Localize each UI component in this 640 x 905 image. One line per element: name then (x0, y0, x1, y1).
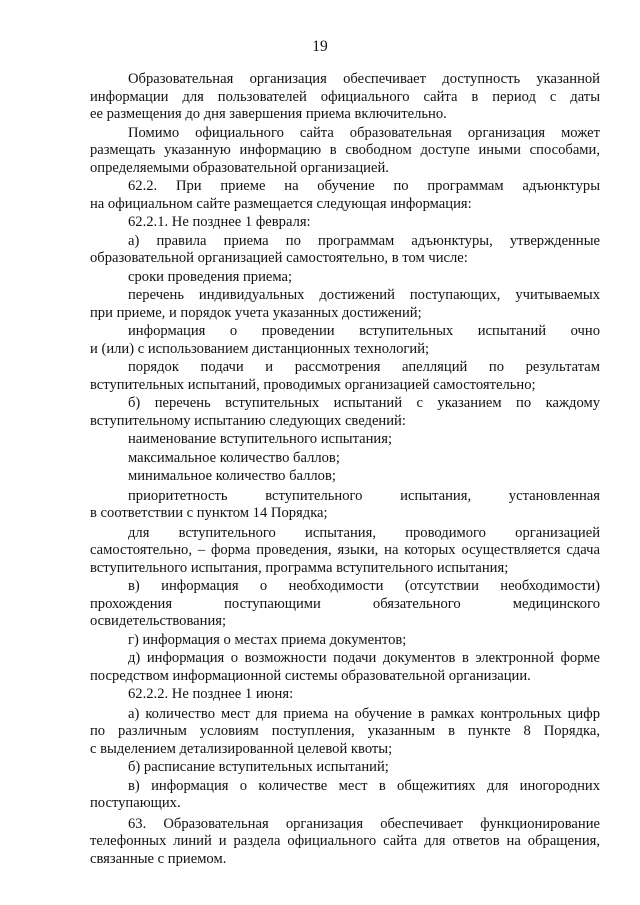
text-line: вступительного испытания, программа вступительного испытания; (90, 559, 509, 576)
text-line: приоритетность вступительного испытания, установленная (128, 487, 600, 504)
text-line: Образовательная организация обеспечивает доступность указанной (128, 71, 600, 87)
text-line: определяемыми образовательной организацией. (90, 159, 389, 176)
text-line: с выделением детализированной целевой квоты; (90, 740, 393, 757)
text-line: образовательной организацией самостоятельно, в том числе: (90, 250, 468, 266)
text-line: связанные с приемом. (90, 850, 227, 867)
text-line: б) расписание вступительных испытаний; (128, 759, 389, 775)
text-line: и (или) с использованием дистанционных технологий; (90, 340, 430, 357)
text-line: вступительному испытанию следующих сведений: (90, 412, 406, 429)
text-line: 63. Образовательная организация обеспечивает функционирование (128, 815, 600, 832)
text-line: порядок подачи и рассмотрения апелляций по результатам (128, 359, 600, 375)
text-line: посредством информационной системы образовательной организации. (90, 667, 531, 684)
text-line: 62.2.2. Не позднее 1 июня: (128, 686, 294, 702)
text-line: телефонных линий и раздела официального сайта для ответов на обращения, (90, 833, 600, 849)
text-line: а) правила приема по программам адъюнктуры, утвержденные (128, 232, 600, 249)
text-line: самостоятельно, – форма проведения, языки, на которых осуществляется сдача (90, 542, 600, 558)
text-line: г) информация о местах приема документов; (128, 631, 407, 648)
text-line: минимальное количество баллов; (128, 468, 336, 484)
text-line: в) информация о количестве мест в общежитиях для иногородних (128, 777, 600, 794)
text-line: перечень индивидуальных достижений поступающих, учитываемых (128, 287, 600, 303)
text-line: ее размещения до дня завершения приема включительно. (90, 106, 447, 122)
text-line: наименование вступительного испытания; (128, 431, 393, 447)
text-line: на официальном сайте размещается следующая информация: (90, 195, 472, 212)
text-line: по различным условиям поступления, указанным в пункте 8 Порядка, (90, 723, 600, 739)
text-line: д) информация о возможности подачи документов в электронной форме (128, 650, 600, 666)
text-line: сроки проведения приема; (128, 268, 293, 285)
text-line: информация о проведении вступительных испытаний очно (128, 323, 600, 339)
text-line: 62.2.1. Не позднее 1 февраля: (128, 214, 311, 230)
text-line: в) информация о необходимости (отсутствии необходимости) (128, 578, 600, 594)
text-line: информации для пользователей официального сайта в период с даты (90, 88, 600, 105)
page-number: 19 (312, 38, 328, 55)
text-line: б) перечень вступительных испытаний с указанием по каждому (128, 395, 600, 411)
text-line: а) количество мест для приема на обучение в рамках контрольных цифр (128, 705, 600, 722)
text-line: максимальное количество баллов; (128, 449, 340, 466)
text-line: освидетельствования; (90, 613, 227, 629)
text-line: прохождения поступающими обязательного медицинского (90, 595, 600, 612)
text-line: в соответствии с пунктом 14 Порядка; (90, 505, 328, 521)
text-line: Помимо официального сайта образовательная организация может (128, 124, 600, 141)
document-body (90, 71, 600, 868)
text-line: поступающих. (90, 795, 181, 811)
text-line: для вступительного испытания, проводимого организацией (128, 524, 600, 541)
text-line: вступительных испытаний, проводимых организацией самостоятельно; (90, 376, 536, 393)
text-line: при приеме, и порядок учета указанных достижений; (90, 304, 422, 321)
text-line: 62.2. При приеме на обучение по программам адъюнктуры (128, 178, 600, 194)
text-line: размещать указанную информацию в свободном доступе иными способами, (90, 142, 600, 158)
